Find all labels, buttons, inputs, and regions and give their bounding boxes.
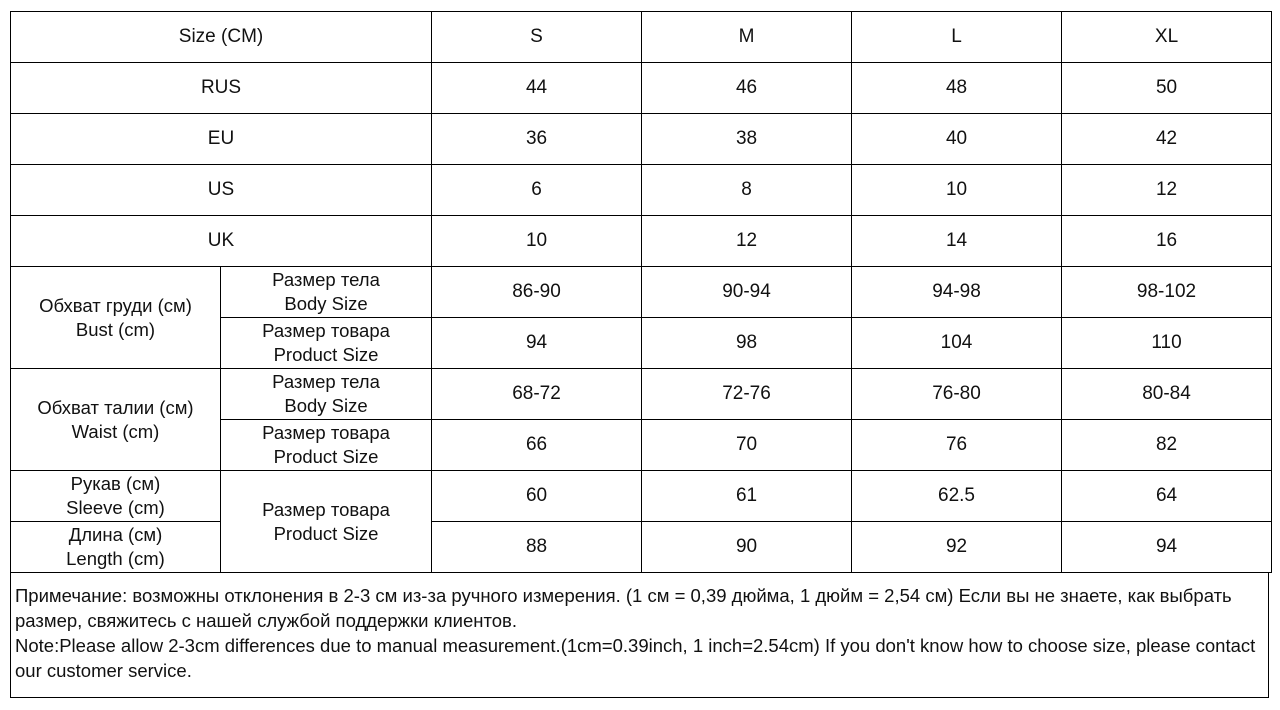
waist-label-en: Waist (cm) bbox=[71, 420, 160, 442]
table-row bbox=[11, 522, 1272, 573]
table-cell: 10 bbox=[852, 165, 1062, 216]
body-size-en: Body Size bbox=[284, 395, 368, 416]
sleeve-label-en: Sleeve (cm) bbox=[66, 497, 165, 518]
table-cell: 92 bbox=[852, 522, 1062, 573]
table-cell: 86-90 bbox=[432, 267, 642, 318]
table-cell: 62.5 bbox=[852, 471, 1062, 522]
sleeve-label bbox=[11, 471, 221, 522]
table-row bbox=[11, 267, 1272, 318]
length-label bbox=[11, 522, 221, 573]
table-cell: 76 bbox=[852, 420, 1062, 471]
table-cell: 36 bbox=[432, 114, 642, 165]
table-cell: 68-72 bbox=[432, 369, 642, 420]
note-en: Note:Please allow 2-3cm differences due to manual measurement.(1cm=0.39inch, 1 inch=2.54cm) If you don't know how to choose size, please contact our customer service. bbox=[15, 635, 1256, 681]
table-cell: 38 bbox=[642, 114, 852, 165]
size-header-xl: XL bbox=[1062, 12, 1272, 63]
table-cell: 12 bbox=[1062, 165, 1272, 216]
product-size-en: Product Size bbox=[273, 522, 379, 544]
row-label-eu: EU bbox=[11, 114, 432, 165]
table-cell: 94 bbox=[432, 318, 642, 369]
waist-label-ru: Обхват талии (см) bbox=[37, 396, 194, 418]
table-cell: 10 bbox=[432, 216, 642, 267]
bust-label-en: Bust (cm) bbox=[75, 318, 156, 340]
table-cell: 42 bbox=[1062, 114, 1272, 165]
table-cell: 70 bbox=[642, 420, 852, 471]
size-chart-table bbox=[10, 11, 1272, 573]
product-size-label bbox=[221, 318, 432, 369]
table-cell: 48 bbox=[852, 63, 1062, 114]
table-row bbox=[11, 114, 1272, 165]
table-cell: 16 bbox=[1062, 216, 1272, 267]
table-cell: 98-102 bbox=[1062, 267, 1272, 318]
product-size-en: Product Size bbox=[273, 344, 379, 365]
table-cell: 90-94 bbox=[642, 267, 852, 318]
length-label-en: Length (cm) bbox=[66, 548, 165, 569]
waist-label bbox=[11, 369, 221, 471]
table-cell: 94-98 bbox=[852, 267, 1062, 318]
table-cell: 44 bbox=[432, 63, 642, 114]
table-cell: 72-76 bbox=[642, 369, 852, 420]
row-label-uk: UK bbox=[11, 216, 432, 267]
product-size-ru: Размер товара bbox=[262, 498, 390, 520]
size-header-label: Size (CM) bbox=[11, 12, 432, 63]
table-cell: 61 bbox=[642, 471, 852, 522]
body-size-label bbox=[221, 267, 432, 318]
row-label-us: US bbox=[11, 165, 432, 216]
table-row bbox=[11, 369, 1272, 420]
table-cell: 88 bbox=[432, 522, 642, 573]
bust-label bbox=[11, 267, 221, 369]
table-row bbox=[11, 63, 1272, 114]
length-label-ru: Длина (см) bbox=[68, 524, 163, 545]
table-row bbox=[11, 165, 1272, 216]
table-cell: 40 bbox=[852, 114, 1062, 165]
size-header-s: S bbox=[432, 12, 642, 63]
table-cell: 80-84 bbox=[1062, 369, 1272, 420]
table-cell: 66 bbox=[432, 420, 642, 471]
table-cell: 8 bbox=[642, 165, 852, 216]
note-ru: Примечание: возможны отклонения в 2-3 см из-за ручного измерения. (1 см = 0,39 дюйма, 1 дюйм = 2,54 см) Если вы не знаете, как выбрать размер, свяжитесь с нашей службой поддержки клиентов. bbox=[15, 585, 1232, 631]
table-cell: 60 bbox=[432, 471, 642, 522]
table-cell: 6 bbox=[432, 165, 642, 216]
body-size-ru: Размер тела bbox=[272, 371, 380, 392]
body-size-ru: Размер тела bbox=[272, 269, 380, 290]
bust-label-ru: Обхват груди (см) bbox=[39, 294, 192, 316]
body-size-label bbox=[221, 369, 432, 420]
sleeve-label-ru: Рукав (см) bbox=[70, 473, 161, 494]
table-cell: 64 bbox=[1062, 471, 1272, 522]
table-cell: 94 bbox=[1062, 522, 1272, 573]
product-size-ru: Размер товара bbox=[262, 422, 390, 443]
table-cell: 14 bbox=[852, 216, 1062, 267]
table-cell: 76-80 bbox=[852, 369, 1062, 420]
product-size-label bbox=[221, 471, 432, 573]
product-size-ru: Размер товара bbox=[262, 320, 390, 341]
table-cell: 98 bbox=[642, 318, 852, 369]
table-cell: 90 bbox=[642, 522, 852, 573]
product-size-en: Product Size bbox=[273, 446, 379, 467]
table-cell: 104 bbox=[852, 318, 1062, 369]
table-row bbox=[11, 216, 1272, 267]
size-header-row bbox=[11, 12, 1272, 63]
measurement-note bbox=[10, 572, 1269, 698]
table-row bbox=[11, 471, 1272, 522]
table-cell: 46 bbox=[642, 63, 852, 114]
size-header-l: L bbox=[852, 12, 1062, 63]
table-cell: 50 bbox=[1062, 63, 1272, 114]
row-label-rus: RUS bbox=[11, 63, 432, 114]
size-header-m: M bbox=[642, 12, 852, 63]
product-size-label bbox=[221, 420, 432, 471]
body-size-en: Body Size bbox=[284, 293, 368, 314]
table-cell: 12 bbox=[642, 216, 852, 267]
table-cell: 110 bbox=[1062, 318, 1272, 369]
table-cell: 82 bbox=[1062, 420, 1272, 471]
